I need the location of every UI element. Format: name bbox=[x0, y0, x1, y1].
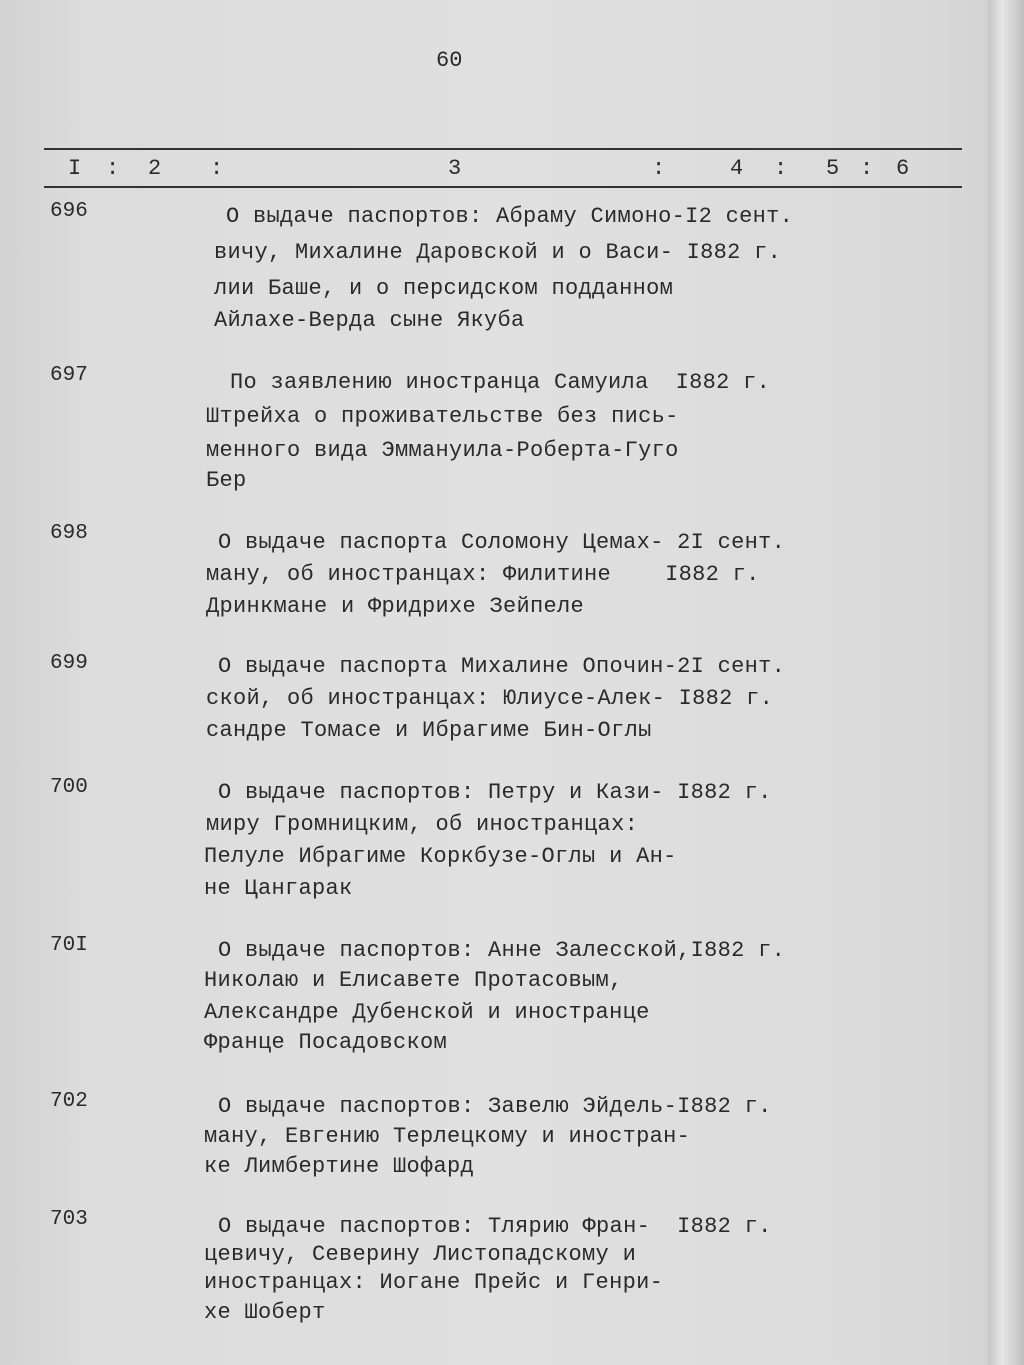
entry-text-line: хе Шоберт bbox=[204, 1300, 326, 1325]
entry-text-line: О выдаче паспортов: Абраму Симоно-I2 сент. bbox=[226, 204, 794, 229]
entry-text-line: О выдаче паспорта Михалине Опочин-2I сент. bbox=[218, 654, 786, 679]
entry-text-line: Дринкмане и Фридрихе Зейпеле bbox=[206, 594, 585, 619]
entry-number: 697 bbox=[50, 364, 88, 387]
entry-text-line: миру Громницким, об иностранцах: bbox=[206, 812, 639, 837]
entry-text-line: менного вида Эммануила-Роберта-Гуго bbox=[206, 438, 679, 463]
entry-number: 703 bbox=[50, 1208, 88, 1231]
entry-text-line: Франце Посадовском bbox=[204, 1030, 448, 1055]
column-header-3: 3 bbox=[448, 156, 462, 181]
column-separator: : bbox=[210, 156, 224, 181]
table-header-bottom-rule bbox=[44, 186, 962, 188]
entry-text-line: Штрейха о проживательстве без пись- bbox=[206, 404, 679, 429]
entry-number: 699 bbox=[50, 652, 88, 675]
entry-text-line: О выдаче паспортов: Завелю Эйдель-I882 г. bbox=[218, 1094, 772, 1119]
entry-text-line: Александре Дубенской и иностранце bbox=[204, 1000, 650, 1025]
entry-number: 700 bbox=[50, 776, 88, 799]
entry-text-line: Николаю и Елисавете Протасовым, bbox=[204, 968, 623, 993]
column-header-5: 5 bbox=[826, 156, 840, 181]
entry-number: 698 bbox=[50, 522, 88, 545]
column-separator: : bbox=[106, 156, 120, 181]
entry-text-line: ской, об иностранцах: Юлиусе-Алек- I882 г. bbox=[206, 686, 774, 711]
entry-text-line: ману, об иностранцах: Филитине I882 г. bbox=[206, 562, 760, 587]
page-edge-shadow bbox=[988, 0, 1024, 1365]
column-separator: : bbox=[652, 156, 666, 181]
entry-text-line: О выдаче паспортов: Анне Залесской,I882 г. bbox=[218, 938, 786, 963]
entry-text-line: О выдаче паспортов: Тлярию Фран- I882 г. bbox=[218, 1214, 772, 1239]
column-header-1: I bbox=[68, 156, 82, 181]
column-header-4: 4 bbox=[730, 156, 744, 181]
entry-number: 702 bbox=[50, 1090, 88, 1113]
column-separator: : bbox=[774, 156, 788, 181]
entry-text-line: ке Лимбертине Шофард bbox=[204, 1154, 475, 1179]
entry-text-line: ману, Евгению Терлецкому и иностран- bbox=[204, 1124, 691, 1149]
entry-text-line: иностранцах: Иогане Прейс и Генри- bbox=[204, 1270, 664, 1295]
page-number: 60 bbox=[436, 48, 463, 73]
entry-text-line: цевичу, Северину Листопадскому и bbox=[204, 1242, 637, 1267]
entry-text-line: вичу, Михалине Даровской и о Васи- I882 г. bbox=[214, 240, 782, 265]
entry-text-line: сандре Томасе и Ибрагиме Бин-Оглы bbox=[206, 718, 652, 743]
column-header-2: 2 bbox=[148, 156, 162, 181]
entry-text-line: Айлахе-Верда сыне Якуба bbox=[214, 308, 525, 333]
column-separator: : bbox=[860, 156, 874, 181]
entry-number: 696 bbox=[50, 200, 88, 223]
entry-text-line: По заявлению иностранца Самуила I882 г. bbox=[230, 370, 771, 395]
entry-text-line: лии Баше, и о персидском подданном bbox=[214, 276, 674, 301]
entry-text-line: Бер bbox=[206, 468, 247, 493]
entry-number: 70I bbox=[50, 934, 88, 957]
column-header-row bbox=[44, 150, 962, 182]
column-header-6: 6 bbox=[896, 156, 910, 181]
entry-text-line: О выдаче паспорта Соломону Цемах- 2I сент. bbox=[218, 530, 786, 555]
entry-text-line: Пелуле Ибрагиме Коркбузе-Оглы и Ан- bbox=[204, 844, 677, 869]
entry-text-line: О выдаче паспортов: Петру и Кази- I882 г. bbox=[218, 780, 772, 805]
entry-text-line: не Цангарак bbox=[204, 876, 353, 901]
